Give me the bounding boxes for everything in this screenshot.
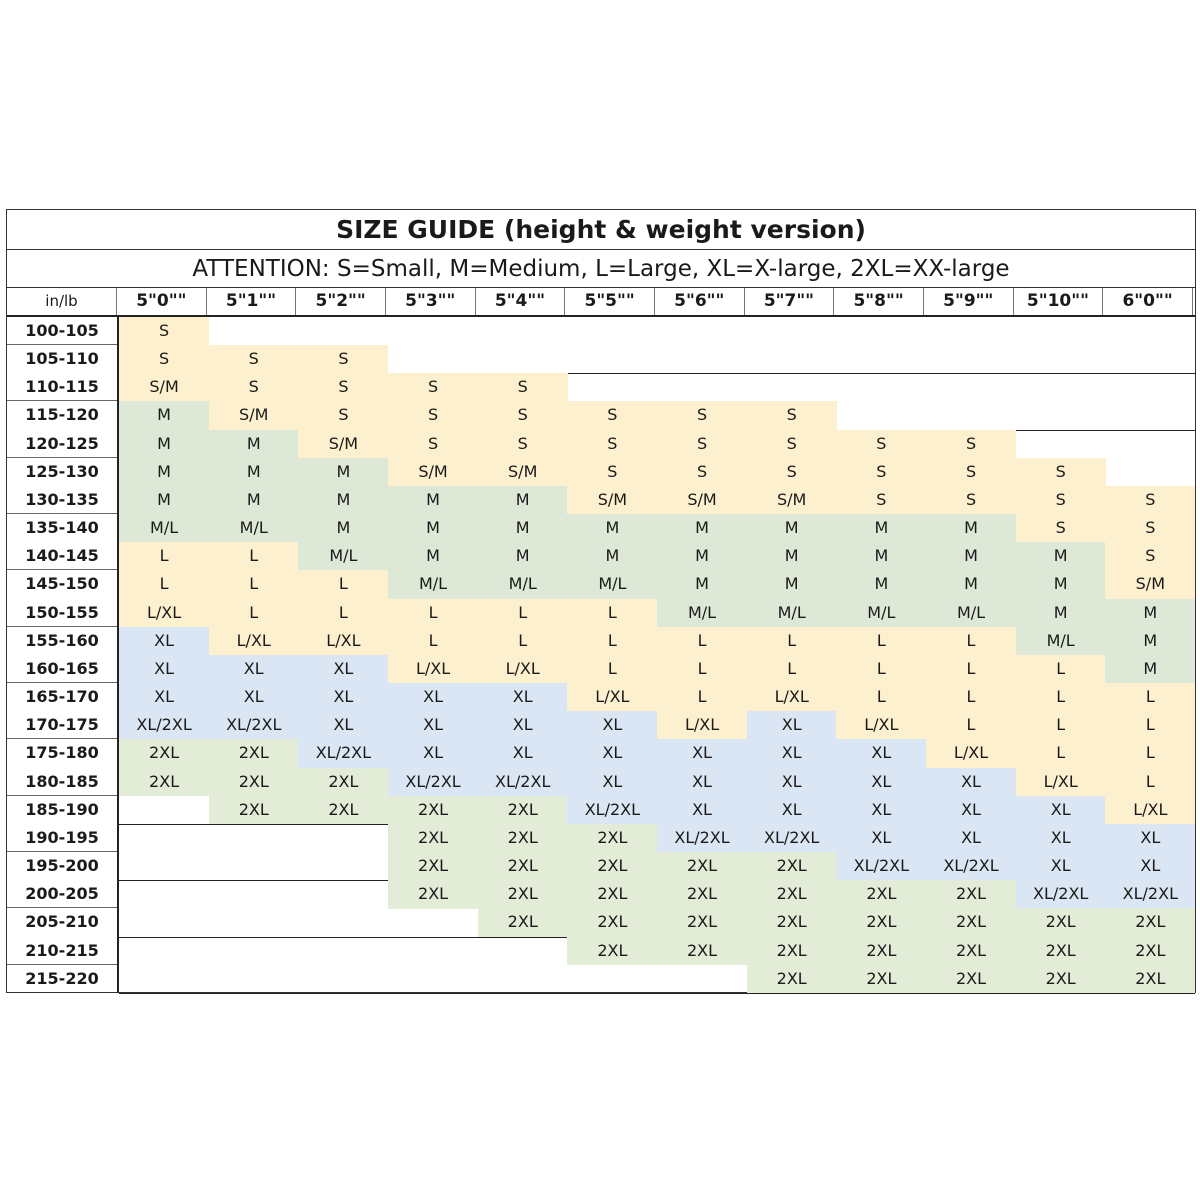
size-cell: L: [657, 627, 747, 656]
size-cell: 2XL: [836, 937, 926, 966]
size-cell: M/L: [388, 570, 478, 599]
size-cell: L: [747, 627, 837, 656]
size-cell: 2XL: [388, 880, 478, 909]
size-cell: M: [567, 542, 657, 571]
size-cell: L: [836, 627, 926, 656]
size-cell: M: [657, 542, 747, 571]
height-header-cell: 5"8"": [834, 288, 924, 315]
size-cell: 2XL: [657, 852, 747, 881]
height-header-cell: 5"2"": [296, 288, 386, 315]
size-cell: XL: [836, 824, 926, 853]
size-cell: XL: [657, 796, 747, 825]
size-cell: L: [388, 627, 478, 656]
size-cell: 2XL: [747, 852, 837, 881]
size-cell: M: [1016, 570, 1106, 599]
size-cell: L: [298, 570, 388, 599]
size-cell: XL: [119, 683, 209, 712]
size-cell: M: [478, 542, 568, 571]
size-cell: M/L: [836, 599, 926, 628]
size-cell: S: [478, 373, 568, 402]
unit-corner-label: in/lb: [7, 288, 117, 315]
height-header-cell: 5"10"": [1014, 288, 1104, 315]
size-cell: L/XL: [657, 711, 747, 740]
size-cell: S: [1016, 458, 1106, 487]
size-cell: M: [1105, 599, 1195, 628]
size-cell: M: [119, 458, 209, 487]
size-cell: M: [926, 570, 1016, 599]
height-header-cell: 5"6"": [655, 288, 745, 315]
size-cell: S: [1016, 486, 1106, 515]
weight-label: 205-210: [25, 912, 99, 932]
size-cell: S: [478, 401, 568, 430]
size-cell: M: [209, 430, 299, 459]
weight-label: 165-170: [25, 687, 99, 707]
size-cell: M: [119, 430, 209, 459]
size-cell: XL: [747, 711, 837, 740]
size-cell: L/XL: [478, 655, 568, 684]
size-cell: 2XL: [1016, 908, 1106, 937]
size-cell: S: [1105, 542, 1195, 571]
size-cell: M: [298, 486, 388, 515]
size-cell: L: [567, 627, 657, 656]
size-cell: M: [478, 486, 568, 515]
size-cell: M: [836, 542, 926, 571]
size-cell: M: [388, 486, 478, 515]
size-cell: 2XL: [836, 880, 926, 909]
size-cell: L: [657, 655, 747, 684]
size-cell: S/M: [657, 486, 747, 515]
size-cell: S: [657, 401, 747, 430]
size-cell: L: [478, 627, 568, 656]
size-grid: [119, 317, 1195, 993]
height-header-cell: 5"9"": [924, 288, 1014, 315]
size-cell: L: [1105, 739, 1195, 768]
size-cell: S: [1105, 514, 1195, 543]
size-cell: L: [1016, 739, 1106, 768]
size-cell: L/XL: [388, 655, 478, 684]
size-cell: XL: [478, 683, 568, 712]
size-cell: 2XL: [478, 908, 568, 937]
size-cell: 2XL: [926, 937, 1016, 966]
size-cell: 2XL: [657, 908, 747, 937]
size-cell: L: [836, 683, 926, 712]
size-cell: XL/2XL: [298, 739, 388, 768]
size-cell: XL: [567, 711, 657, 740]
size-cell: XL: [567, 739, 657, 768]
size-cell: S/M: [1105, 570, 1195, 599]
size-cell: L: [1105, 768, 1195, 797]
size-cell: L: [926, 627, 1016, 656]
size-cell: M: [657, 514, 747, 543]
size-cell: 2XL: [119, 739, 209, 768]
size-cell: XL: [747, 739, 837, 768]
weight-label: 155-160: [25, 630, 99, 650]
size-cell: M: [836, 514, 926, 543]
size-cell: M/L: [567, 570, 657, 599]
size-cell: S: [836, 486, 926, 515]
size-cell: S: [836, 430, 926, 459]
size-cell: L/XL: [119, 599, 209, 628]
weight-label: 120-125: [7, 430, 117, 458]
size-cell: S/M: [388, 458, 478, 487]
weight-label: 100-105: [7, 317, 117, 345]
size-cell: 2XL: [567, 908, 657, 937]
size-cell: M: [926, 514, 1016, 543]
size-cell: M: [1016, 542, 1106, 571]
size-cell: S: [836, 458, 926, 487]
size-cell: S: [388, 430, 478, 459]
size-cell: 2XL: [1105, 965, 1195, 994]
weight-label: 210-215: [7, 937, 117, 965]
size-guide-table: [6, 209, 1196, 993]
size-cell: L: [209, 570, 299, 599]
size-cell: 2XL: [747, 880, 837, 909]
size-cell: M: [836, 570, 926, 599]
size-cell: XL: [119, 655, 209, 684]
size-cell: XL: [926, 768, 1016, 797]
size-cell: S: [567, 401, 657, 430]
size-cell: M/L: [298, 542, 388, 571]
size-cell: XL: [657, 739, 747, 768]
size-cell: 2XL: [478, 824, 568, 853]
size-cell: XL/2XL: [1105, 880, 1195, 909]
size-cell: XL: [388, 683, 478, 712]
weight-label: 215-220: [25, 968, 99, 988]
size-cell: 2XL: [926, 880, 1016, 909]
size-cell: L: [567, 599, 657, 628]
height-header-cell: 5"3"": [386, 288, 476, 315]
size-cell: 2XL: [1016, 965, 1106, 994]
size-cell: XL/2XL: [836, 852, 926, 881]
size-cell: L: [836, 655, 926, 684]
weight-label: 175-180: [25, 743, 99, 763]
size-cell: XL: [388, 711, 478, 740]
size-cell: XL/2XL: [388, 768, 478, 797]
weight-label: 105-110: [25, 349, 99, 369]
size-cell: S: [926, 430, 1016, 459]
size-cell: L: [119, 542, 209, 571]
size-cell: L: [1016, 655, 1106, 684]
weight-label: 150-155: [7, 599, 117, 627]
size-cell: M: [298, 458, 388, 487]
size-cell: M: [119, 401, 209, 430]
size-cell: 2XL: [119, 768, 209, 797]
size-cell: S/M: [298, 430, 388, 459]
size-cell: L: [1105, 711, 1195, 740]
size-legend-notice: ATTENTION: S=Small, M=Medium, L=Large, XL=X-large, 2XL=XX-large: [7, 250, 1195, 288]
size-cell: L: [657, 683, 747, 712]
size-cell: S/M: [119, 373, 209, 402]
size-cell: XL: [836, 796, 926, 825]
size-cell: L: [1016, 683, 1106, 712]
height-header-cell: 5"0"": [117, 288, 207, 315]
weight-label: 185-190: [25, 799, 99, 819]
size-cell: L: [567, 655, 657, 684]
height-header-cell: 5"1"": [207, 288, 297, 315]
size-cell: XL: [209, 683, 299, 712]
weight-label: 200-205: [7, 880, 117, 908]
size-cell: M: [567, 514, 657, 543]
size-cell: 2XL: [209, 796, 299, 825]
size-cell: M: [1016, 599, 1106, 628]
weight-label: 170-175: [7, 711, 117, 739]
size-cell: L/XL: [209, 627, 299, 656]
size-cell: XL: [388, 739, 478, 768]
size-cell: XL: [298, 655, 388, 684]
size-cell: 2XL: [657, 937, 747, 966]
size-cell: 2XL: [567, 880, 657, 909]
size-cell: S: [657, 458, 747, 487]
size-cell: 2XL: [388, 852, 478, 881]
size-cell: 2XL: [388, 796, 478, 825]
size-cell: M: [1105, 655, 1195, 684]
size-cell: 2XL: [478, 880, 568, 909]
size-cell: S/M: [209, 401, 299, 430]
size-cell: 2XL: [567, 824, 657, 853]
size-cell: 2XL: [388, 824, 478, 853]
size-cell: L: [926, 655, 1016, 684]
size-cell: XL/2XL: [209, 711, 299, 740]
size-cell: M: [657, 570, 747, 599]
size-cell: S: [926, 486, 1016, 515]
size-cell: XL: [926, 796, 1016, 825]
size-cell: L/XL: [1105, 796, 1195, 825]
size-cell: M: [119, 486, 209, 515]
size-cell: M: [209, 458, 299, 487]
size-cell: M: [747, 514, 837, 543]
size-cell: L: [209, 599, 299, 628]
size-cell: L/XL: [836, 711, 926, 740]
weight-label: 180-185: [7, 768, 117, 796]
size-cell: M/L: [209, 514, 299, 543]
size-cell: 2XL: [836, 908, 926, 937]
size-cell: S: [119, 345, 209, 374]
size-cell: 2XL: [1105, 937, 1195, 966]
size-cell: 2XL: [926, 965, 1016, 994]
size-cell: M: [1105, 627, 1195, 656]
size-cell: 2XL: [1105, 908, 1195, 937]
page-title: SIZE GUIDE (height & weight version): [7, 210, 1195, 250]
size-cell: 2XL: [747, 937, 837, 966]
weight-label: 130-135: [7, 486, 117, 514]
size-cell: S: [567, 458, 657, 487]
weight-column: [7, 317, 119, 993]
size-cell: XL: [1016, 824, 1106, 853]
size-cell: L: [747, 655, 837, 684]
size-cell: M/L: [478, 570, 568, 599]
size-cell: S: [657, 430, 747, 459]
size-cell: XL: [298, 711, 388, 740]
size-cell: 2XL: [926, 908, 1016, 937]
size-cell: M/L: [119, 514, 209, 543]
size-cell: XL/2XL: [657, 824, 747, 853]
size-cell: L: [926, 711, 1016, 740]
size-cell: XL/2XL: [926, 852, 1016, 881]
size-cell: L: [119, 570, 209, 599]
size-cell: M/L: [657, 599, 747, 628]
size-cell: S: [298, 345, 388, 374]
size-cell: XL: [1016, 796, 1106, 825]
size-cell: S: [298, 401, 388, 430]
size-cell: M: [747, 542, 837, 571]
size-cell: S: [926, 458, 1016, 487]
size-cell: 2XL: [567, 852, 657, 881]
size-cell: 2XL: [657, 880, 747, 909]
size-cell: M: [388, 542, 478, 571]
size-cell: XL: [836, 739, 926, 768]
size-cell: S/M: [478, 458, 568, 487]
size-cell: M: [478, 514, 568, 543]
size-cell: L: [388, 599, 478, 628]
size-cell: L: [926, 683, 1016, 712]
size-cell: 2XL: [298, 796, 388, 825]
size-cell: XL/2XL: [747, 824, 837, 853]
size-cell: S/M: [747, 486, 837, 515]
weight-label: 145-150: [25, 574, 99, 594]
size-cell: XL: [926, 824, 1016, 853]
size-cell: L/XL: [1016, 768, 1106, 797]
size-cell: 2XL: [209, 768, 299, 797]
size-cell: L/XL: [567, 683, 657, 712]
size-cell: 2XL: [567, 937, 657, 966]
weight-label: 110-115: [7, 373, 117, 401]
size-cell: 2XL: [209, 739, 299, 768]
size-cell: M/L: [926, 599, 1016, 628]
weight-label: 160-165: [7, 655, 117, 683]
height-header-cell: 6"0"": [1103, 288, 1193, 315]
size-cell: S: [388, 401, 478, 430]
size-cell: XL: [478, 739, 568, 768]
size-cell: XL: [478, 711, 568, 740]
size-cell: S: [747, 401, 837, 430]
height-header-row: [7, 288, 1195, 317]
size-cell: XL: [119, 627, 209, 656]
size-cell: XL: [1105, 852, 1195, 881]
size-cell: M: [926, 542, 1016, 571]
row-group-divider: [119, 993, 1195, 994]
size-cell: 2XL: [478, 796, 568, 825]
weight-label: 125-130: [25, 461, 99, 481]
size-cell: XL: [1016, 852, 1106, 881]
size-cell: 2XL: [1016, 937, 1106, 966]
weight-label: 115-120: [25, 405, 99, 425]
size-cell: XL: [298, 683, 388, 712]
size-cell: XL: [747, 796, 837, 825]
size-cell: XL: [747, 768, 837, 797]
weight-label: 140-145: [7, 542, 117, 570]
size-cell: XL/2XL: [119, 711, 209, 740]
height-header-cell: 5"4"": [476, 288, 566, 315]
size-cell: 2XL: [836, 965, 926, 994]
size-cell: S: [1016, 514, 1106, 543]
size-cell: L: [298, 599, 388, 628]
size-cell: 2XL: [478, 852, 568, 881]
size-cell: S: [478, 430, 568, 459]
size-cell: XL: [1105, 824, 1195, 853]
size-cell: S: [747, 458, 837, 487]
size-cell: M: [388, 514, 478, 543]
size-cell: L/XL: [298, 627, 388, 656]
size-cell: XL/2XL: [478, 768, 568, 797]
size-cell: 2XL: [298, 768, 388, 797]
size-cell: XL: [209, 655, 299, 684]
size-cell: S: [388, 373, 478, 402]
size-cell: S: [298, 373, 388, 402]
size-cell: S: [119, 317, 209, 346]
size-cell: L: [1016, 711, 1106, 740]
size-cell: M: [298, 514, 388, 543]
size-cell: M/L: [1016, 627, 1106, 656]
size-cell: XL/2XL: [567, 796, 657, 825]
weight-label: 195-200: [25, 856, 99, 876]
size-cell: XL: [836, 768, 926, 797]
size-cell: S: [1105, 486, 1195, 515]
size-cell: 2XL: [747, 908, 837, 937]
size-cell: S: [747, 430, 837, 459]
size-cell: S/M: [567, 486, 657, 515]
size-cell: L: [478, 599, 568, 628]
weight-label: 135-140: [25, 518, 99, 538]
weight-label: 190-195: [7, 824, 117, 852]
size-cell: XL/2XL: [1016, 880, 1106, 909]
size-cell: S: [567, 430, 657, 459]
height-header-cell: 5"7"": [745, 288, 835, 315]
size-cell: XL: [657, 768, 747, 797]
size-cell: L: [209, 542, 299, 571]
size-cell: M: [747, 570, 837, 599]
size-cell: L/XL: [747, 683, 837, 712]
height-header-cell: 5"5"": [565, 288, 655, 315]
size-cell: S: [209, 373, 299, 402]
size-cell: 2XL: [747, 965, 837, 994]
size-cell: L: [1105, 683, 1195, 712]
size-cell: L/XL: [926, 739, 1016, 768]
size-cell: M/L: [747, 599, 837, 628]
size-cell: M: [209, 486, 299, 515]
size-cell: XL: [567, 768, 657, 797]
size-cell: S: [209, 345, 299, 374]
